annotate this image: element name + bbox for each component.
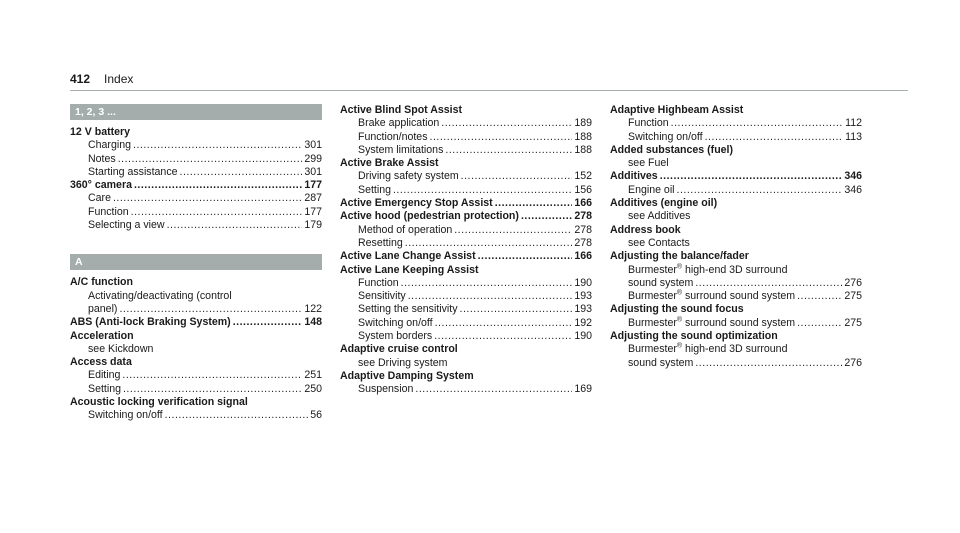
index-entry-heading xyxy=(340,104,592,117)
leader-dots xyxy=(119,303,302,316)
page-ref: 189 xyxy=(574,117,592,130)
leader-dots xyxy=(401,277,573,290)
index-entry xyxy=(340,117,592,130)
page-ref: 112 xyxy=(845,117,862,130)
leader-dots xyxy=(441,117,572,130)
registered-mark: ® xyxy=(676,316,683,324)
page-ref: 346 xyxy=(844,183,862,196)
index-entry xyxy=(340,170,592,183)
registered-mark: ® xyxy=(676,289,683,297)
entry-label: A/C function xyxy=(70,276,133,289)
entry-label: 360° camera xyxy=(70,179,132,192)
entry-label: Editing xyxy=(88,369,121,382)
entry-label: Selecting a view xyxy=(88,219,165,232)
entry-label: Sensitivity xyxy=(358,290,406,303)
index-entries xyxy=(70,276,322,422)
index-entry xyxy=(70,409,322,422)
entry-label: panel) xyxy=(88,302,118,315)
index-entry-heading xyxy=(340,210,592,223)
entry-label: Adaptive Highbeam Assist xyxy=(610,104,744,116)
index-entry xyxy=(70,206,322,219)
index-entry xyxy=(340,184,592,197)
entry-label: Adjusting the sound focus xyxy=(610,303,744,316)
page-ref: 287 xyxy=(304,192,322,205)
index-entry xyxy=(340,144,592,157)
registered-mark: ® xyxy=(676,263,683,271)
entry-label: see Driving system xyxy=(358,356,448,369)
entry-label: System limitations xyxy=(358,143,444,156)
index-entries xyxy=(610,104,862,370)
index-entry-heading xyxy=(340,370,592,383)
leader-dots xyxy=(405,237,573,250)
leader-dots xyxy=(430,131,573,144)
leader-dots xyxy=(165,409,309,422)
entry-label: Suspension xyxy=(358,383,414,396)
entry-label: Setting the sensitivity xyxy=(358,303,458,316)
index-entry xyxy=(340,357,592,370)
entry-label: Notes xyxy=(88,152,116,165)
leader-dots xyxy=(671,117,843,130)
page-ref: 278 xyxy=(574,210,592,223)
index-entry xyxy=(610,343,862,356)
index-entries xyxy=(340,104,592,397)
index-entry-heading xyxy=(70,316,322,329)
leader-dots xyxy=(118,153,303,166)
entry-label: see Kickdown xyxy=(88,342,154,355)
index-entry-heading xyxy=(340,197,592,210)
entry-label: Access data xyxy=(70,356,132,369)
leader-dots xyxy=(695,277,842,290)
index-entry-heading xyxy=(340,157,592,170)
page-ref: 193 xyxy=(574,290,592,303)
page-ref: 169 xyxy=(574,383,592,396)
page-ref: 166 xyxy=(574,250,592,263)
leader-dots xyxy=(180,166,303,179)
leader-dots xyxy=(521,210,572,223)
leader-dots xyxy=(478,250,573,263)
index-entry xyxy=(610,290,862,303)
page-ref: 251 xyxy=(304,369,322,382)
index-entry-heading xyxy=(70,330,322,343)
entry-label: Setting xyxy=(88,382,121,395)
leader-dots xyxy=(677,184,843,197)
entry-label: Care xyxy=(88,192,111,205)
entry-label: Switching on/off xyxy=(88,409,163,422)
leader-dots xyxy=(495,197,573,210)
entry-label: see Fuel xyxy=(628,157,669,170)
entry-label: Address book xyxy=(610,223,681,236)
index-entry xyxy=(70,383,322,396)
entry-label: Burmester® surround sound system xyxy=(628,289,796,303)
page-ref: 177 xyxy=(304,179,322,192)
page-number: 412 xyxy=(70,72,91,86)
index-entry xyxy=(610,264,862,277)
entry-label: sound system xyxy=(628,356,694,369)
header-divider xyxy=(70,90,908,91)
page-ref: 299 xyxy=(304,152,322,165)
entry-label: Activating/deactivating (control xyxy=(88,289,232,302)
leader-dots xyxy=(454,224,572,237)
page-ref: 122 xyxy=(304,302,322,315)
index-entry-heading xyxy=(70,179,322,192)
index-entry-heading xyxy=(610,250,862,263)
index-entry-heading xyxy=(610,197,862,210)
entry-label: Switching on/off xyxy=(628,130,703,143)
index-entry-heading xyxy=(340,250,592,263)
page-ref: 190 xyxy=(574,276,592,289)
page-ref: 278 xyxy=(574,236,592,249)
entry-label: Active Lane Change Assist xyxy=(340,250,476,263)
page-ref: 275 xyxy=(844,290,862,303)
entry-label: ABS (Anti-lock Braking System) xyxy=(70,316,231,329)
index-entries xyxy=(70,126,322,232)
entry-label: Burmester® surround sound system xyxy=(628,316,796,329)
page-ref: 188 xyxy=(574,143,592,156)
page-ref: 152 xyxy=(574,170,592,183)
page-ref: 166 xyxy=(574,197,592,210)
index-entry xyxy=(70,303,322,316)
leader-dots xyxy=(797,290,842,303)
index-entry-heading xyxy=(340,264,592,277)
page-ref: 346 xyxy=(844,170,862,183)
index-entry-heading xyxy=(70,396,322,409)
page-ref: 193 xyxy=(574,303,592,316)
index-entry xyxy=(610,357,862,370)
registered-mark: ® xyxy=(676,342,683,350)
leader-dots xyxy=(131,206,303,219)
entry-label: Switching on/off xyxy=(358,316,433,329)
entry-label: 12 V battery xyxy=(70,126,131,138)
leader-dots xyxy=(695,357,842,370)
index-entry-heading xyxy=(610,303,862,316)
entry-label: Charging xyxy=(88,139,131,152)
leader-dots xyxy=(113,192,302,205)
entry-label: Active hood (pedestrian protection) xyxy=(340,210,519,223)
leader-dots xyxy=(797,317,842,330)
index-entry xyxy=(340,383,592,396)
page-ref: 276 xyxy=(844,276,862,289)
entry-label: Resetting xyxy=(358,236,403,249)
page-header xyxy=(70,72,133,86)
index-column-1 xyxy=(70,104,322,423)
section-header-numbers: 1, 2, 3 ... xyxy=(70,104,322,120)
page-ref: 276 xyxy=(844,356,862,369)
index-entry-heading xyxy=(610,330,862,343)
leader-dots xyxy=(122,369,302,382)
entry-label: Function xyxy=(88,205,129,218)
entry-label: see Contacts xyxy=(628,236,690,249)
entry-label: Function xyxy=(628,117,669,130)
page-ref: 148 xyxy=(304,316,322,329)
entry-label: Burmester® high-end 3D surround xyxy=(628,342,788,356)
index-entry xyxy=(610,157,862,170)
entry-label: Engine oil xyxy=(628,183,675,196)
entry-label: Starting assistance xyxy=(88,165,178,178)
index-entry xyxy=(340,303,592,316)
entry-label: Driving safety system xyxy=(358,170,459,183)
section-header-a: A xyxy=(70,254,322,270)
page-ref: 179 xyxy=(304,219,322,232)
page-ref: 177 xyxy=(304,205,322,218)
entry-label: see Additives xyxy=(628,210,691,223)
index-entry xyxy=(610,317,862,330)
entry-label: Method of operation xyxy=(358,223,453,236)
entry-label: Active Emergency Stop Assist xyxy=(340,197,493,210)
page-ref: 188 xyxy=(574,130,592,143)
page-ref: 250 xyxy=(304,382,322,395)
page-ref: 275 xyxy=(844,316,862,329)
index-entry xyxy=(70,219,322,232)
index-entry xyxy=(340,290,592,303)
index-entry xyxy=(610,277,862,290)
leader-dots xyxy=(435,317,573,330)
leader-dots xyxy=(233,316,303,329)
index-entry xyxy=(340,237,592,250)
index-entry-heading xyxy=(70,356,322,369)
index-entry xyxy=(70,290,322,303)
index-entry xyxy=(610,131,862,144)
index-entry xyxy=(610,184,862,197)
index-entry xyxy=(610,117,862,130)
page-ref: 301 xyxy=(304,165,322,178)
index-entry-heading xyxy=(610,224,862,237)
entry-label: Adaptive Damping System xyxy=(340,369,474,382)
page-ref: 192 xyxy=(574,316,592,329)
index-entry xyxy=(610,210,862,223)
leader-dots xyxy=(133,139,302,152)
leader-dots xyxy=(123,383,302,396)
entry-label: Active Brake Assist xyxy=(340,157,439,170)
index-entry xyxy=(70,192,322,205)
index-entry xyxy=(610,237,862,250)
entry-label: Added substances (fuel) xyxy=(610,143,734,156)
entry-label: System borders xyxy=(358,330,433,343)
index-entry-heading xyxy=(340,343,592,356)
page-ref: 56 xyxy=(310,409,322,422)
index-entry xyxy=(70,343,322,356)
index-entry xyxy=(70,369,322,382)
index-entry xyxy=(340,277,592,290)
index-entry xyxy=(70,153,322,166)
index-column-2 xyxy=(340,104,592,397)
index-entry-heading xyxy=(70,126,322,139)
entry-label: Adjusting the balance/fader xyxy=(610,250,749,263)
index-entry xyxy=(70,139,322,152)
entry-label: Adaptive cruise control xyxy=(340,343,458,356)
index-entry xyxy=(340,330,592,343)
entry-label: Function/notes xyxy=(358,130,428,143)
leader-dots xyxy=(167,219,303,232)
leader-dots xyxy=(461,170,573,183)
entry-label: Function xyxy=(358,276,399,289)
entry-label: Additives xyxy=(610,170,658,183)
leader-dots xyxy=(408,290,573,303)
entry-label: Active Lane Keeping Assist xyxy=(340,263,479,276)
page-ref: 301 xyxy=(304,139,322,152)
leader-dots xyxy=(134,179,302,192)
index-entry-heading xyxy=(70,276,322,289)
entry-label: Acceleration xyxy=(70,329,134,342)
leader-dots xyxy=(705,131,844,144)
page-ref: 156 xyxy=(574,183,592,196)
index-entry xyxy=(340,317,592,330)
index-entry-heading xyxy=(610,104,862,117)
entry-label: Active Blind Spot Assist xyxy=(340,104,463,116)
entry-label: Setting xyxy=(358,183,391,196)
page-ref: 113 xyxy=(845,130,862,143)
index-column-3 xyxy=(610,104,862,370)
index-entry xyxy=(70,166,322,179)
entry-label: Brake application xyxy=(358,117,440,130)
leader-dots xyxy=(393,184,572,197)
entry-label: Acoustic locking verification signal xyxy=(70,396,248,409)
index-entry xyxy=(340,131,592,144)
entry-label: sound system xyxy=(628,276,694,289)
index-entry-heading xyxy=(610,144,862,157)
entry-label: Burmester® high-end 3D surround xyxy=(628,263,788,276)
leader-dots xyxy=(660,170,843,183)
leader-dots xyxy=(460,303,573,316)
page-ref: 190 xyxy=(574,330,592,343)
page-title: Index xyxy=(104,72,134,86)
entry-label: Additives (engine oil) xyxy=(610,197,718,210)
leader-dots xyxy=(415,383,572,396)
leader-dots xyxy=(434,330,572,343)
page-ref: 278 xyxy=(574,223,592,236)
index-entry xyxy=(340,224,592,237)
leader-dots xyxy=(445,144,572,157)
entry-label: Adjusting the sound optimization xyxy=(610,330,778,343)
index-entry-heading xyxy=(610,170,862,183)
